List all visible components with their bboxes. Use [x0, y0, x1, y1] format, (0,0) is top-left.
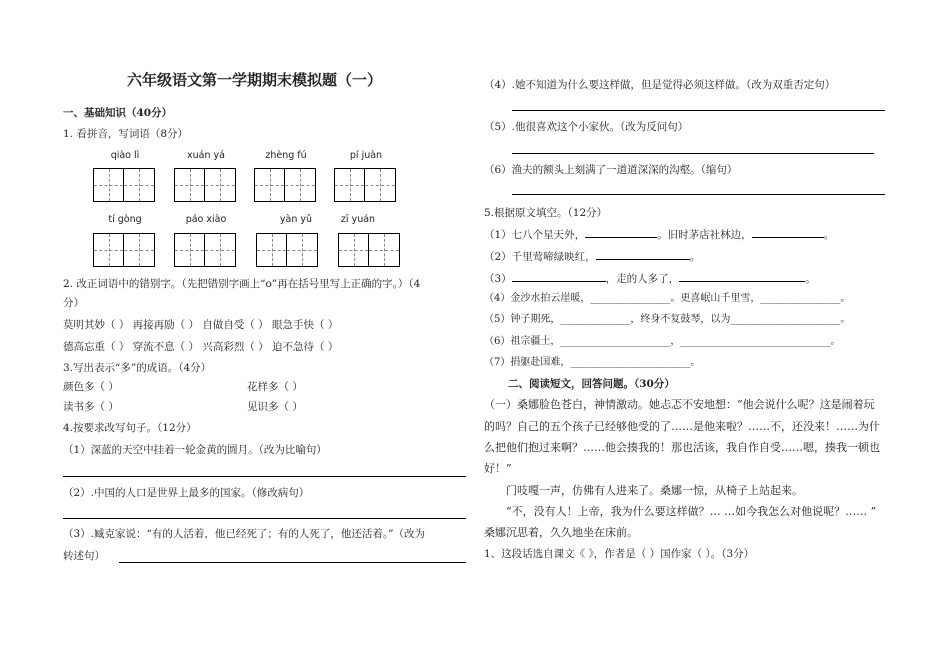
q5-item-1-b: 。旧时茅店社林边，	[657, 229, 752, 241]
writing-grid[interactable]	[93, 168, 155, 202]
pinyin-label: páo xiào	[185, 214, 227, 225]
section-1-heading: 一、基础知识（40分）	[63, 107, 173, 119]
q5-item-2-a: （2）千里莺啼绿映红，	[484, 251, 596, 263]
q5-item-7[interactable]: （7）捐躯赴国难，________________________。	[484, 357, 701, 368]
passage-line: 么把他们抱过来啊？……他会揍我的！那也活该，我自作自受……嗯，揍我一顿也	[484, 441, 880, 454]
q5-item-2	[484, 248, 700, 264]
writing-grid[interactable]	[338, 233, 400, 267]
q3-heading: 3.写出表示“多”的成语。（4分）	[63, 362, 212, 374]
q3-item[interactable]: 颜色多（ ）	[63, 381, 119, 393]
q5-item-3	[484, 270, 816, 286]
writing-grid[interactable]	[93, 233, 155, 267]
blank-field[interactable]	[596, 248, 690, 260]
reading-question-1[interactable]: 1、这段话选自课文《 》，作者是（ ）国作家（ ）。（3分）	[484, 548, 755, 560]
passage-line: 的吗？自己的五个孩子已经够他受的了……是他来啦？……不，还没来！……为什	[484, 420, 880, 433]
writing-grid[interactable]	[174, 233, 236, 267]
answer-line[interactable]	[63, 476, 466, 477]
q5-item-1-a: （1）七八个星天外，	[484, 229, 586, 241]
q4-item-3-cont: 转述句）	[63, 550, 105, 562]
pinyin-label: yàn yǔ	[279, 214, 313, 225]
writing-grid[interactable]	[256, 233, 318, 267]
q4-item-6: （6）渔夫的额头上刻满了一道道深深的沟壑。（缩句）	[484, 164, 738, 176]
q5-item-4[interactable]: （4）金沙水拍云崖暖，________________。更喜岷山千里雪，________________。	[484, 293, 851, 304]
q5-item-3-c: 。	[805, 273, 816, 285]
q3-item[interactable]: 花样多（ ）	[247, 381, 303, 393]
q5-item-2-b: 。	[689, 251, 701, 263]
q5-item-3-a: （3）	[484, 273, 512, 285]
pinyin-label: pí juàn	[349, 150, 383, 161]
q5-heading: 5.根据原文填空。（12分）	[484, 207, 608, 219]
answer-line[interactable]	[512, 110, 885, 111]
pinyin-label: tí gòng	[108, 214, 142, 225]
q3-item[interactable]: 见识多（ ）	[247, 401, 303, 413]
writing-grid[interactable]	[254, 168, 316, 202]
writing-grid[interactable]	[174, 168, 236, 202]
q5-item-5[interactable]: （5）钟子期死，______________，终身不复鼓琴，以为______________________。	[484, 314, 851, 325]
q2-heading-cont: 分）	[63, 297, 84, 309]
q4-item-3: （3）.臧克家说：“有的人活着，他已经死了；有的人死了，他还活着。”（改为	[63, 528, 426, 540]
q4-item-4: （4）.她不知道为什么要这样做，但是觉得必须这样做。（改为双重否定句）	[484, 79, 836, 91]
pinyin-label: zī yuán	[340, 214, 376, 225]
blank-field[interactable]	[585, 226, 657, 238]
answer-line[interactable]	[512, 194, 885, 195]
passage-line: “不，没有人！上帝，我为什么要这样做？… …如今我怎么对他说呢？…… ”	[506, 505, 877, 518]
q5-item-6[interactable]: （6）祖宗疆土，______________________，______________________________。	[484, 336, 841, 347]
section-2-heading: 二、阅读短文，回答问题。（30分）	[508, 378, 675, 390]
answer-line[interactable]	[63, 518, 466, 519]
q2-row-1[interactable]: 莫明其妙（ ） 再接再励（ ） 自做自受（ ） 眼急手快（ ）	[63, 319, 339, 331]
q2-heading: 2. 改正词语中的错别字。（先把错别字画上“o”再在括号里写上正确的字。）（4	[63, 278, 421, 290]
answer-line[interactable]	[119, 562, 466, 563]
pinyin-label: qiào lì	[110, 150, 140, 161]
blank-field[interactable]	[512, 270, 606, 282]
blank-field[interactable]	[679, 270, 805, 282]
q5-item-3-b: ，走的人多了，	[605, 273, 680, 285]
q5-item-1-c: 。	[823, 229, 835, 241]
q3-item[interactable]: 读书多（ ）	[63, 401, 119, 413]
q5-item-1	[484, 226, 834, 242]
pinyin-label: zhèng fú	[265, 150, 307, 161]
answer-line[interactable]	[512, 153, 874, 154]
q4-heading: 4.按要求改写句子。（12分）	[63, 422, 197, 434]
passage-line: 桑娜沉思着，久久地坐在床前。	[484, 526, 638, 539]
q4-item-5: （5）.他很喜欢这个小家伙。（改为反问句）	[484, 121, 689, 133]
page-title: 六年级语文第一学期期末模拟题（一）	[127, 71, 383, 89]
q1-heading: 1. 看拼音，写词语（8分）	[63, 128, 189, 140]
pinyin-label: xuán yá	[187, 150, 225, 161]
passage-line: 好！”	[484, 462, 512, 475]
q4-item-1: （1）深蓝的天空中挂着一轮金黄的圆月。（改为比喻句）	[63, 444, 327, 456]
passage-line: （一）桑娜脸色苍白，神情激动。她忐忑不安地想：“他会说什么呢？这是闹着玩	[484, 398, 875, 411]
passage-line: 门吱嘎一声，仿佛有人进来了。桑娜一惊，从椅子上站起来。	[506, 484, 803, 497]
writing-grid[interactable]	[334, 168, 396, 202]
q4-item-2: （2）.中国的人口是世界上最多的国家。（修改病句）	[63, 487, 310, 499]
q2-row-2[interactable]: 德高忘重（ ） 穿流不息（ ） 兴高彩烈（ ） 迫不急待（ ）	[63, 341, 339, 353]
blank-field[interactable]	[752, 226, 824, 238]
